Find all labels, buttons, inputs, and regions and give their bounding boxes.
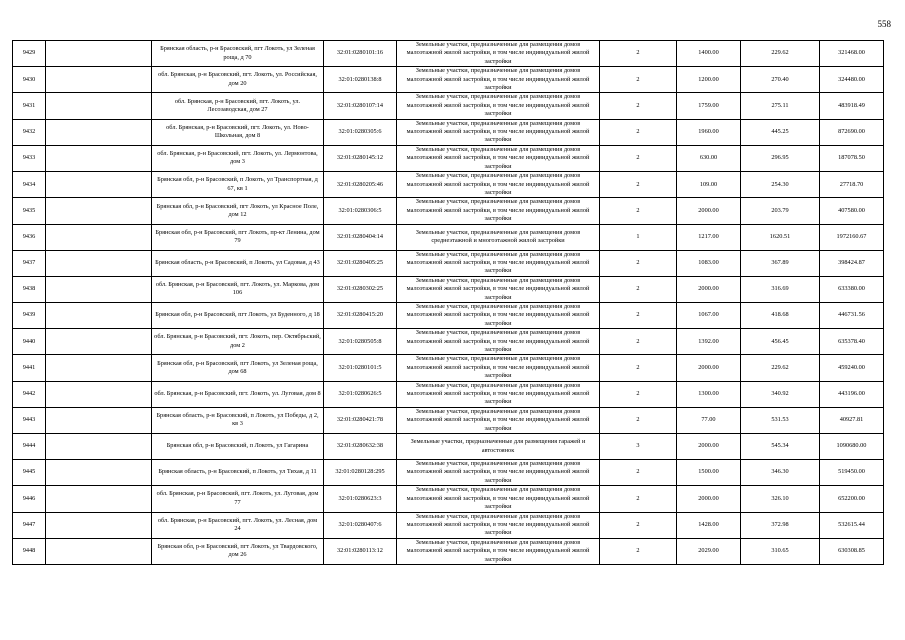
address-cell: Брянская обл, р-н Брасовский, п Локоть, ул Транспортная, д 67, кв 1 [152,172,324,198]
unit-price-cell: 346.30 [741,460,820,486]
address-cell: обл. Брянская, р-н Брасовский, пгт. Локоть, ул. Ново-Школьная, дом 8 [152,119,324,145]
unit-price-cell: 545.34 [741,434,820,460]
area-cell: 630.00 [677,145,741,171]
row-number: 9438 [13,276,46,302]
land-purpose-cell: Земельные участки, предназначенные для размещения домов малоэтажной жилой застройки, в том числе индивидуальной жилой застройки [397,329,600,355]
cadastral-value-cell: 459240.00 [820,355,884,381]
unit-price-cell: 275.11 [741,93,820,119]
cadastral-value-cell: 630308.85 [820,538,884,564]
page-number: 558 [877,19,891,29]
land-purpose-cell: Земельные участки, предназначенные для размещения домов малоэтажной жилой застройки, в том числе индивидуальной жилой застройки [397,460,600,486]
category-cell: 2 [600,302,677,328]
row-number: 9431 [13,93,46,119]
area-cell: 1960.00 [677,119,741,145]
table-row [13,250,884,276]
category-cell: 2 [600,512,677,538]
address-cell: Брянская обл, р-н Брасовский, пгт Локоть, ул Твардовского, дом 26 [152,538,324,564]
empty-cell [46,486,152,512]
land-purpose-cell: Земельные участки, предназначенные для размещения домов малоэтажной жилой застройки, в том числе индивидуальной жилой застройки [397,355,600,381]
unit-price-cell: 326.10 [741,486,820,512]
table-body [13,41,884,565]
land-purpose-cell: Земельные участки, предназначенные для размещения домов малоэтажной жилой застройки, в том числе индивидуальной жилой застройки [397,407,600,433]
area-cell: 2000.00 [677,486,741,512]
address-cell: Брянская обл, р-н Брасовский, пгт Локоть, пр-кт Ленина, дом 79 [152,224,324,250]
address-cell: обл. Брянская, р-н Брасовский, пгт. Локоть, ул. Луговая, дом 77 [152,486,324,512]
table-row [13,486,884,512]
area-cell: 2000.00 [677,276,741,302]
empty-cell [46,538,152,564]
empty-cell [46,67,152,93]
land-purpose-cell: Земельные участки, предназначенные для размещения домов малоэтажной жилой застройки, в том числе индивидуальной жилой застройки [397,67,600,93]
area-cell: 2029.00 [677,538,741,564]
cadastral-value-cell: 446731.56 [820,302,884,328]
category-cell: 1 [600,224,677,250]
land-purpose-cell: Земельные участки, предназначенные для размещения домов малоэтажной жилой застройки, в том числе индивидуальной жилой застройки [397,512,600,538]
empty-cell [46,145,152,171]
cadastral-number-cell: 32:01:0280632:38 [324,434,397,460]
table-row [13,460,884,486]
category-cell: 2 [600,460,677,486]
category-cell: 2 [600,41,677,67]
cadastral-value-cell: 652200.00 [820,486,884,512]
empty-cell [46,302,152,328]
unit-price-cell: 229.62 [741,355,820,381]
row-number: 9443 [13,407,46,433]
cadastral-value-cell: 187078.50 [820,145,884,171]
empty-cell [46,434,152,460]
cadastral-number-cell: 32:01:0280405:25 [324,250,397,276]
empty-cell [46,381,152,407]
area-cell: 2000.00 [677,434,741,460]
unit-price-cell: 340.92 [741,381,820,407]
unit-price-cell: 203.79 [741,198,820,224]
cadastral-number-cell: 32:01:0280113:12 [324,538,397,564]
unit-price-cell: 316.69 [741,276,820,302]
unit-price-cell: 531.53 [741,407,820,433]
cadastral-value-cell: 321468.00 [820,41,884,67]
area-cell: 1759.00 [677,93,741,119]
row-number: 9432 [13,119,46,145]
empty-cell [46,355,152,381]
land-purpose-cell: Земельные участки, предназначенные для размещения домов малоэтажной жилой застройки, в том числе индивидуальной жилой застройки [397,172,600,198]
empty-cell [46,250,152,276]
cadastral-value-cell: 872690.00 [820,119,884,145]
category-cell: 2 [600,145,677,171]
address-cell: Брянская обл, р-н Брасовский, п Локоть, ул Гагарина [152,434,324,460]
cadastral-value-cell: 532615.44 [820,512,884,538]
empty-cell [46,407,152,433]
cadastral-value-cell: 443196.00 [820,381,884,407]
empty-cell [46,172,152,198]
category-cell: 2 [600,172,677,198]
area-cell: 1392.00 [677,329,741,355]
area-cell: 1300.00 [677,381,741,407]
cadastral-value-cell: 633380.00 [820,276,884,302]
empty-cell [46,512,152,538]
row-number: 9440 [13,329,46,355]
address-cell: обл. Брянская, р-н Брасовский, пгт. Локоть, ул. Маркова, дом 106 [152,276,324,302]
row-number: 9430 [13,67,46,93]
unit-price-cell: 1620.51 [741,224,820,250]
row-number: 9448 [13,538,46,564]
category-cell: 2 [600,119,677,145]
cadastral-value-cell: 407580.00 [820,198,884,224]
unit-price-cell: 445.25 [741,119,820,145]
address-cell: Брянская область, р-н Брасовский, п Локоть, ул Победы, д 2, кв 3 [152,407,324,433]
table-row [13,224,884,250]
table-row [13,329,884,355]
land-purpose-cell: Земельные участки, предназначенные для размещения домов малоэтажной жилой застройки, в том числе индивидуальной жилой застройки [397,302,600,328]
cadastral-number-cell: 32:01:0280306:5 [324,198,397,224]
cadastral-number-cell: 32:01:0280407:6 [324,512,397,538]
cadastral-value-cell: 635378.40 [820,329,884,355]
row-number: 9444 [13,434,46,460]
table-row [13,276,884,302]
category-cell: 2 [600,329,677,355]
table-row [13,407,884,433]
address-cell: обл. Брянская, р-н Брасовский, пгт. Локоть, ул. Лесозаводская, дом 27 [152,93,324,119]
land-purpose-cell: Земельные участки, предназначенные для размещения домов малоэтажной жилой застройки, в том числе индивидуальной жилой застройки [397,486,600,512]
cadastral-number-cell: 32:01:0280421:78 [324,407,397,433]
cadastral-number-cell: 32:01:0280107:14 [324,93,397,119]
empty-cell [46,224,152,250]
table-row [13,538,884,564]
category-cell: 2 [600,276,677,302]
address-cell: обл. Брянская, р-н Брасовский, пгт. Локоть, пер. Октябрьский, дом 2 [152,329,324,355]
row-number: 9436 [13,224,46,250]
address-cell: Брянская обл, р-н Брасовский, пгт Локоть, ул Красное Поле, дом 12 [152,198,324,224]
address-cell: Брянская область, р-н Брасовский, п Локоть, ул Садовая, д 43 [152,250,324,276]
empty-cell [46,276,152,302]
empty-cell [46,460,152,486]
cadastral-number-cell: 32:01:0280626:5 [324,381,397,407]
land-purpose-cell: Земельные участки, предназначенные для размещения домов малоэтажной жилой застройки, в том числе индивидуальной жилой застройки [397,276,600,302]
area-cell: 1067.00 [677,302,741,328]
area-cell: 2000.00 [677,355,741,381]
address-cell: обл. Брянская, р-н Брасовский, пгт. Локоть, ул. Российская, дом 20 [152,67,324,93]
table-row [13,512,884,538]
area-cell: 1400.00 [677,41,741,67]
cadastral-number-cell: 32:01:0280505:8 [324,329,397,355]
land-purpose-cell: Земельные участки, предназначенные для размещения домов малоэтажной жилой застройки, в том числе индивидуальной жилой застройки [397,250,600,276]
cadastral-number-cell: 32:01:0280145:12 [324,145,397,171]
area-cell: 1500.00 [677,460,741,486]
land-purpose-cell: Земельные участки, предназначенные для размещения домов малоэтажной жилой застройки, в том числе индивидуальной жилой застройки [397,119,600,145]
cadastral-value-cell: 519450.00 [820,460,884,486]
empty-cell [46,198,152,224]
cadastral-number-cell: 32:01:0280305:6 [324,119,397,145]
table-row [13,172,884,198]
cadastral-number-cell: 32:01:0280101:5 [324,355,397,381]
address-cell: Брянская область, р-н Брасовский, пгт Локоть, ул Зеленая роща, д 70 [152,41,324,67]
empty-cell [46,119,152,145]
address-cell: обл. Брянская, р-н Брасовский, пгт. Локоть, ул. Лесная, дом 24 [152,512,324,538]
land-purpose-cell: Земельные участки, предназначенные для размещения домов малоэтажной жилой застройки, в том числе индивидуальной жилой застройки [397,41,600,67]
land-purpose-cell: Земельные участки, предназначенные для размещения домов малоэтажной жилой застройки, в том числе индивидуальной жилой застройки [397,145,600,171]
category-cell: 2 [600,538,677,564]
unit-price-cell: 367.89 [741,250,820,276]
area-cell: 109.00 [677,172,741,198]
empty-cell [46,41,152,67]
address-cell: Брянская обл, р-н Брасовский, пгт Локоть, ул Зеленая роща, дом 68 [152,355,324,381]
cadastral-number-cell: 32:01:0280101:16 [324,41,397,67]
category-cell: 2 [600,250,677,276]
cadastral-number-cell: 32:01:0280128:295 [324,460,397,486]
unit-price-cell: 456.45 [741,329,820,355]
table-row [13,41,884,67]
area-cell: 2000.00 [677,198,741,224]
unit-price-cell: 372.98 [741,512,820,538]
table-row [13,355,884,381]
cadastral-value-cell: 398424.87 [820,250,884,276]
unit-price-cell: 296.95 [741,145,820,171]
land-purpose-cell: Земельные участки, предназначенные для размещения домов малоэтажной жилой застройки, в том числе индивидуальной жилой застройки [397,381,600,407]
cadastral-number-cell: 32:01:0280302:25 [324,276,397,302]
table-row [13,434,884,460]
land-registry-table [12,40,884,565]
land-purpose-cell: Земельные участки, предназначенные для размещения гаражей и автостоянок [397,434,600,460]
empty-cell [46,93,152,119]
unit-price-cell: 270.40 [741,67,820,93]
cadastral-value-cell: 27718.70 [820,172,884,198]
cadastral-value-cell: 483918.49 [820,93,884,119]
table-row [13,119,884,145]
address-cell: Брянская область, р-н Брасовский, п Локоть, ул Тихая, д 11 [152,460,324,486]
row-number: 9434 [13,172,46,198]
area-cell: 1217.00 [677,224,741,250]
category-cell: 3 [600,434,677,460]
area-cell: 1428.00 [677,512,741,538]
area-cell: 1083.00 [677,250,741,276]
category-cell: 2 [600,355,677,381]
cadastral-number-cell: 32:01:0280205:46 [324,172,397,198]
unit-price-cell: 254.30 [741,172,820,198]
table-row [13,145,884,171]
area-cell: 77.00 [677,407,741,433]
row-number: 9445 [13,460,46,486]
category-cell: 2 [600,407,677,433]
cadastral-value-cell: 1972160.67 [820,224,884,250]
table-row [13,302,884,328]
row-number: 9442 [13,381,46,407]
row-number: 9446 [13,486,46,512]
unit-price-cell: 418.68 [741,302,820,328]
address-cell: Брянская обл, р-н Брасовский, пгт Локоть, ул Буденного, д 18 [152,302,324,328]
cadastral-number-cell: 32:01:0280415:20 [324,302,397,328]
address-cell: обл. Брянская, р-н Брасовский, пгт. Локоть, ул. Лермонтова, дом 3 [152,145,324,171]
cadastral-number-cell: 32:01:0280138:8 [324,67,397,93]
unit-price-cell: 310.65 [741,538,820,564]
row-number: 9435 [13,198,46,224]
empty-cell [46,329,152,355]
cadastral-number-cell: 32:01:0280623:3 [324,486,397,512]
area-cell: 1200.00 [677,67,741,93]
table-row [13,198,884,224]
row-number: 9441 [13,355,46,381]
row-number: 9437 [13,250,46,276]
row-number: 9447 [13,512,46,538]
row-number: 9433 [13,145,46,171]
row-number: 9439 [13,302,46,328]
category-cell: 2 [600,198,677,224]
table-row [13,93,884,119]
cadastral-number-cell: 32:01:0280404:14 [324,224,397,250]
land-purpose-cell: Земельные участки, предназначенные для размещения домов малоэтажной жилой застройки, в том числе индивидуальной жилой застройки [397,93,600,119]
cadastral-value-cell: 1090680.00 [820,434,884,460]
row-number: 9429 [13,41,46,67]
table-row [13,381,884,407]
cadastral-value-cell: 40927.81 [820,407,884,433]
address-cell: обл. Брянская, р-н Брасовский, пгт. Локоть, ул. Луговая, дом 8 [152,381,324,407]
category-cell: 2 [600,67,677,93]
category-cell: 2 [600,381,677,407]
category-cell: 2 [600,93,677,119]
land-purpose-cell: Земельные участки, предназначенные для размещения домов малоэтажной жилой застройки, в том числе индивидуальной жилой застройки [397,198,600,224]
land-purpose-cell: Земельные участки, предназначенные для размещения домов малоэтажной жилой застройки, в том числе индивидуальной жилой застройки [397,538,600,564]
table-row [13,67,884,93]
category-cell: 2 [600,486,677,512]
land-purpose-cell: Земельные участки, предназначенные для размещения домов среднеэтажной и многоэтажной жилой застройки [397,224,600,250]
cadastral-value-cell: 324480.00 [820,67,884,93]
unit-price-cell: 229.62 [741,41,820,67]
